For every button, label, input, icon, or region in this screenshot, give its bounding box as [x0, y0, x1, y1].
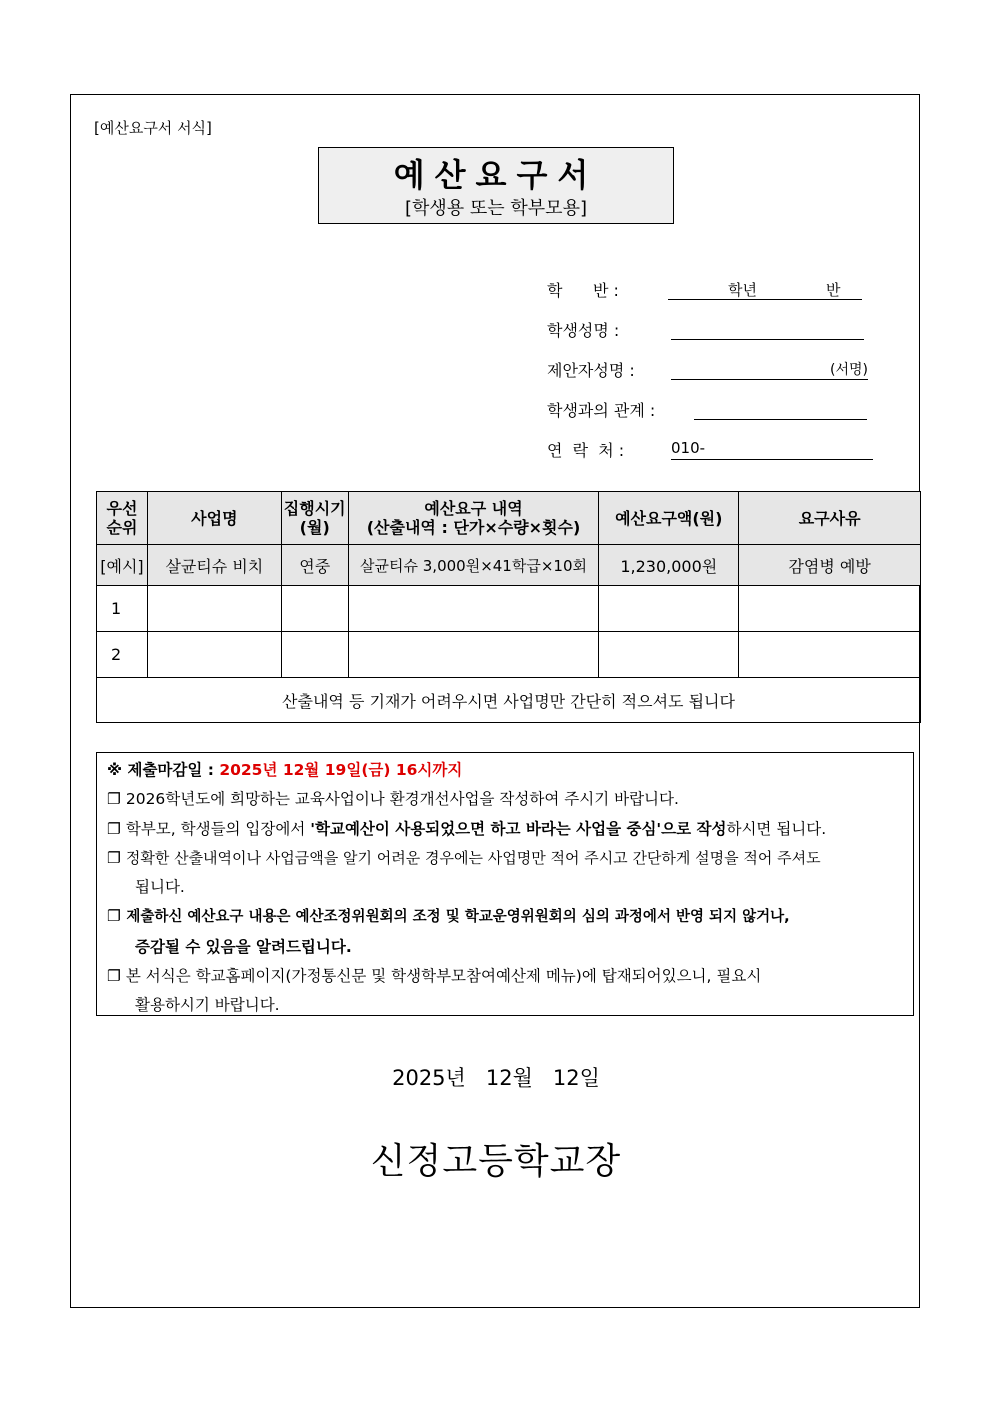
- table-row: [97, 586, 921, 632]
- bullet-icon: ❐: [107, 790, 121, 809]
- notice-item: [107, 844, 903, 873]
- bullet-icon: ❐: [107, 967, 121, 986]
- relation-label: 학생과의 관계 :: [547, 401, 656, 420]
- notice-text: 제출하신 예산요구 내용은 예산조정위원회의 조정 및 학교운영위원회의 심의 과정에서 반영 되지 않거나,: [126, 909, 790, 926]
- class-text: 반: [826, 281, 841, 299]
- table-note: 산출내역 등 기재가 어려우시면 사업명만 간단히 적으셔도 됩니다: [97, 678, 921, 723]
- notice-text: 됩니다.: [135, 878, 185, 897]
- table-note-row: [97, 678, 921, 723]
- row-number: 1: [97, 586, 148, 632]
- notice-box: [96, 752, 914, 1016]
- class-label: 학 반 :: [547, 281, 619, 300]
- class-field[interactable]: [668, 279, 862, 300]
- notice-item: [107, 785, 903, 814]
- table-cell[interactable]: [348, 632, 599, 678]
- deadline-value: 2025년 12월 19일(금) 16시까지: [219, 761, 463, 779]
- table-cell[interactable]: [281, 632, 348, 678]
- example-cell: [예시]: [97, 545, 148, 586]
- bullet-icon: ❐: [107, 848, 121, 867]
- notice-text: 학부모, 학생들의 입장에서: [125, 819, 311, 838]
- header-priority: 우선 순위: [97, 492, 148, 545]
- contact-value: 010-: [671, 439, 706, 457]
- notice-item: [107, 962, 903, 991]
- sign-text: (서명): [830, 362, 868, 378]
- form-label: [예산요구서 서식]: [94, 119, 212, 137]
- relation-field[interactable]: [694, 399, 867, 420]
- header-details: 예산요구 내역 (산출내역 : 단가×수량×횟수): [348, 492, 599, 545]
- row-number: 2: [97, 632, 148, 678]
- student-name-label: 학생성명 :: [547, 321, 620, 340]
- notice-text: 2026학년도에 희망하는 교육사업이나 환경개선사업을 작성하여 주시기 바랍니다.: [125, 790, 679, 809]
- header-amount: 예산요구액(원): [599, 492, 739, 545]
- grade-text: 학년: [728, 281, 757, 299]
- deadline-label: ※ 제출마감일 :: [107, 761, 220, 779]
- notice-text: 본 서식은 학교홈페이지(가정통신문 및 학생학부모참여예산제 메뉴)에 탑재되어있으니, 필요시: [125, 967, 762, 986]
- example-cell: 살균티슈 비치: [147, 545, 281, 586]
- table-cell[interactable]: [739, 586, 921, 632]
- bullet-icon: ❐: [107, 819, 121, 838]
- contact-field[interactable]: [671, 439, 873, 460]
- school-principal: 신정고등학교장: [370, 1141, 622, 1182]
- notice-text: 정확한 산출내역이나 사업금액을 알기 어려운 경우에는 사업명만 적어 주시고 간단하게 설명을 적어 주셔도: [125, 848, 821, 867]
- header-project: 사업명: [147, 492, 281, 545]
- example-cell: 살균티슈 3,000원×41학급×10회: [348, 545, 599, 586]
- header-period: 집행시기 (월): [281, 492, 348, 545]
- proposer-name-field[interactable]: [671, 359, 868, 380]
- document-subtitle: [학생용 또는 학부모용]: [405, 198, 587, 219]
- notice-item: [107, 815, 903, 844]
- notice-text: 하시면 됩니다.: [726, 819, 827, 838]
- notice-item: [107, 902, 903, 932]
- header-reason: 요구사유: [739, 492, 921, 545]
- notice-text: 활용하시기 바랍니다.: [135, 996, 280, 1015]
- example-cell: 감염병 예방: [739, 545, 921, 586]
- table-cell[interactable]: [348, 586, 599, 632]
- contact-label: 연 락 처 :: [547, 441, 625, 460]
- table-cell[interactable]: [739, 632, 921, 678]
- notice-text-bold: '학교예산이 사용되었으면 하고 바라는 사업을 중심'으로 작성: [310, 819, 727, 838]
- deadline-line: [107, 756, 903, 785]
- document-date: 2025년 12월 12일: [392, 1066, 600, 1090]
- example-cell: 연중: [281, 545, 348, 586]
- table-cell[interactable]: [281, 586, 348, 632]
- table-row: [97, 632, 921, 678]
- budget-table: [96, 491, 921, 723]
- table-cell[interactable]: [147, 586, 281, 632]
- table-cell[interactable]: [599, 632, 739, 678]
- table-header-row: [97, 492, 921, 545]
- proposer-name-label: 제안자성명 :: [547, 361, 635, 380]
- example-cell: 1,230,000원: [599, 545, 739, 586]
- title-box: [318, 147, 674, 224]
- document-title: 예산요구서: [393, 156, 599, 194]
- notice-text: 증감될 수 있음을 알려드립니다.: [135, 937, 352, 956]
- example-row: [97, 545, 921, 586]
- bullet-icon: ❐: [107, 907, 121, 926]
- table-cell[interactable]: [147, 632, 281, 678]
- student-name-field[interactable]: [671, 319, 864, 340]
- table-cell[interactable]: [599, 586, 739, 632]
